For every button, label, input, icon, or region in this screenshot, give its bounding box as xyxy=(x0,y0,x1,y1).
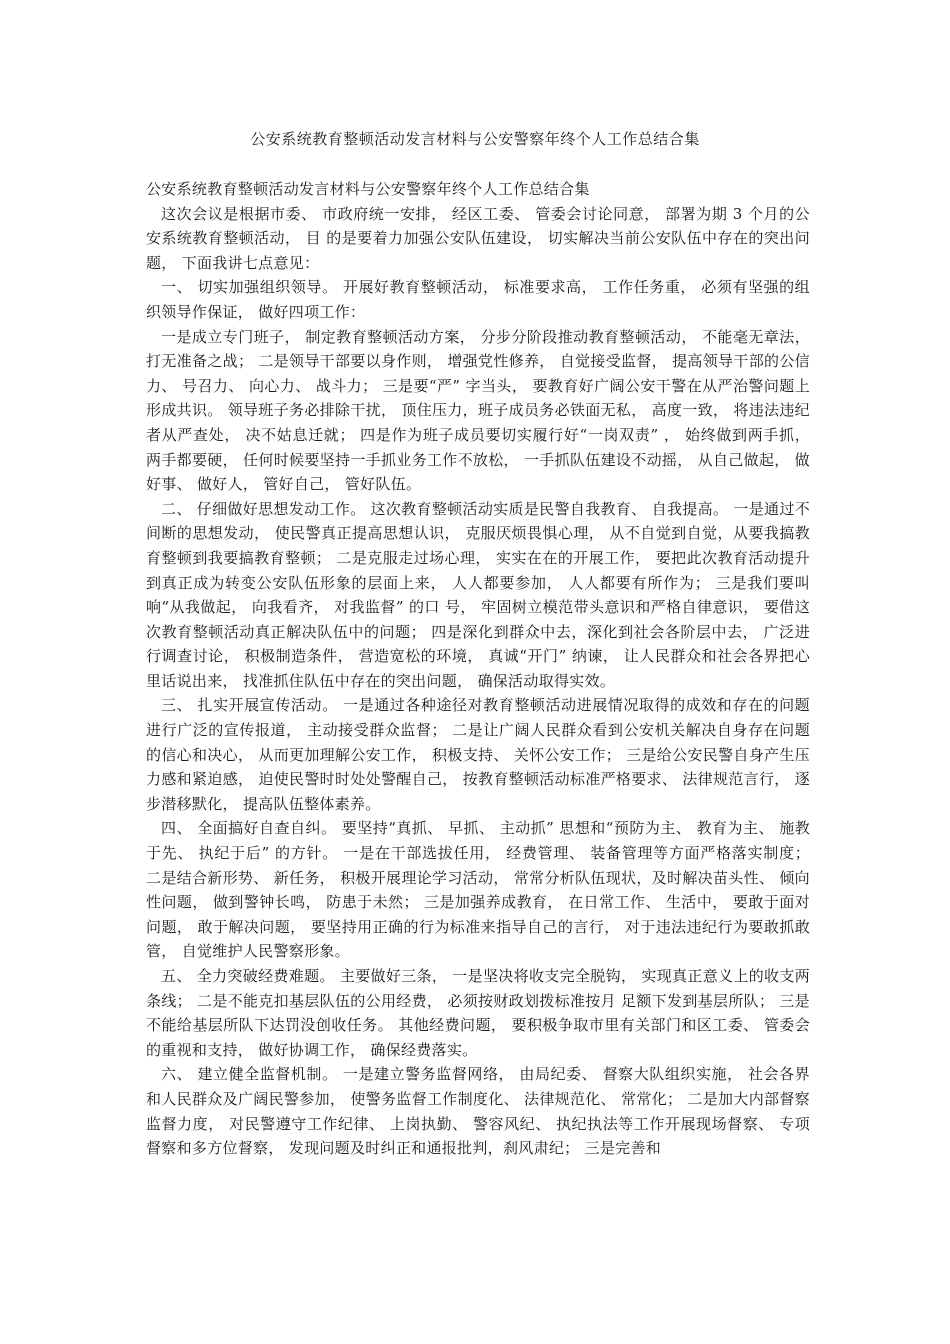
paragraph-section-2: 二、 仔细做好思想发动工作。 这次教育整顿活动实质是民警自我教育、 自我提高。 一是通过不间断的思想发动， 使民警真正提高思想认识， 克服厌烦畏惧心理， 从不自觉到自觉，从要我搞教育整顿到我要搞教育整顿； 二是克服走过场心理， 实实在在的开展工作， 要把此次教育活动提升到真正成为转变公安队伍形象的层面上来， 人人都要参加， 人人都要有所作为； 三是我们要叫响“从我做起， 向我看齐， 对我监督” 的口 号， 牢固树立模范带头意识和严格自律意识， 要借这次教育整顿活动真正解决队伍中的问题； 四是深化到群众中去，深化到社会各阶层中去， 广泛进行调查讨论， 积极制造条件， 营造宽松的环境， 真诚“开门” 纳谏， 让人民群众和社会各界把心里话说出来， 找准抓住队伍中存在的突出问题， 确保活动取得实效。 xyxy=(146,499,810,690)
paragraph-section-3: 三、 扎实开展宣传活动。 一是通过各种途径对教育整顿活动进展情况取得的成效和存在的问题进行广泛的宣传报道， 主动接受群众监督； 二是让广阔人民群众看到公安机关解决自身存在问题的信心和决心， 从而更加理解公安工作， 积极支持、 关怀公安工作； 三是给公安民警自身产生压力感和紧迫感， 迫使民警时时处处警醒自己， 按教育整顿活动标准严格要求、 法律规范言行， 逐步潜移默化， 提高队伍整体素养。 xyxy=(146,696,810,813)
paragraph-section-6: 六、 建立健全监督机制。 一是建立警务监督网络， 由局纪委、 督察大队组织实施， 社会各界和人民群众及广阔民警参加， 使警务监督工作制度化、 法律规范化、 常常化； 二是加大内部督察监督力度， 对民警遵守工作纪律、 上岗执勤、 警容风纪、 执纪执法等工作开展现场督察、 专项督察和多方位督察， 发现问题及时纠正和通报批判，刹风肃纪； 三是完善和 xyxy=(146,1065,810,1158)
document-body xyxy=(146,178,810,1161)
paragraph-intro: 这次会议是根据市委、 市政府统一安排， 经区工委、 管委会讨论同意， 部署为期 3 个月的公安系统教育整顿活动， 目 的是要着力加强公安队伍建设， 切实解决当前公安队伍中存在的突出问题， 下面我讲七点意见： xyxy=(146,204,810,272)
document-subtitle: 公安系统教育整顿活动发言材料与公安警察年终个人工作总结合集 xyxy=(146,180,590,198)
paragraph-section-5: 五、 全力突破经费难题。 主要做好三条， 一是坚决将收支完全脱钩， 实现真正意义上的收支两条线； 二是不能克扣基层队伍的公用经费， 必须按财政划拨标准按月 足额下发到基层所队； 三是不能给基层所队下达罚没创收任务。 其他经费问题， 要积极争取市里有关部门和区工委、 管委会的重视和支持， 做好协调工作， 确保经费落实。 xyxy=(146,967,810,1059)
paragraph-section-1: 一、 切实加强组织领导。 开展好教育整顿活动， 标准要求高， 工作任务重， 必须有坚强的组织领导作保证， 做好四项工作： xyxy=(146,278,810,321)
document-title: 公安系统教育整顿活动发言材料与公安警察年终个人工作总结合集 xyxy=(250,130,700,148)
paragraph-section-1-detail: 一是成立专门班子， 制定教育整顿活动方案， 分步分阶段推动教育整顿活动， 不能毫无章法， 打无准备之战； 二是领导干部要以身作则， 增强党性修养， 自觉接受监督， 提高领导干部的公信力、 号召力、 向心力、 战斗力； 三是要“严” 字当头， 要教育好广阔公安干警在从严治警问题上形成共识。 领导班子务必排除干扰， 顶住压力，班子成员务必铁面无私， 高度一致， 将违法违纪者从严查处， 决不姑息迁就； 四是作为班子成员要切实履行好“一岗双责” ， 始终做到两手抓， 两手都要硬， 任何时候要坚持一手抓业务工作不放松， 一手抓队伍建设不动摇， 从自己做起， 做好事、 做好人， 管好自己， 管好队伍。 xyxy=(146,327,810,494)
paragraph-section-4: 四、 全面搞好自查自纠。 要坚持“真抓、 早抓、 主动抓” 思想和“预防为主、 教育为主、 施教于先、 执纪于后” 的方针。 一是在干部选拔任用， 经费管理、 装备管理等方面严格落实制度； 二是结合新形势、 新任务， 积极开展理论学习活动， 常常分析队伍现状，及时解决苗头性、 倾向性问题， 做到警钟长鸣， 防患于未然； 三是加强养成教育， 在日常工作、 生活中， 要敢于面对问题， 敢于解决问题， 要坚持用正确的行为标准来指导自己的言行， 对于违法违纪行为要敢抓敢管， 自觉维护人民警察形象。 xyxy=(146,819,810,961)
